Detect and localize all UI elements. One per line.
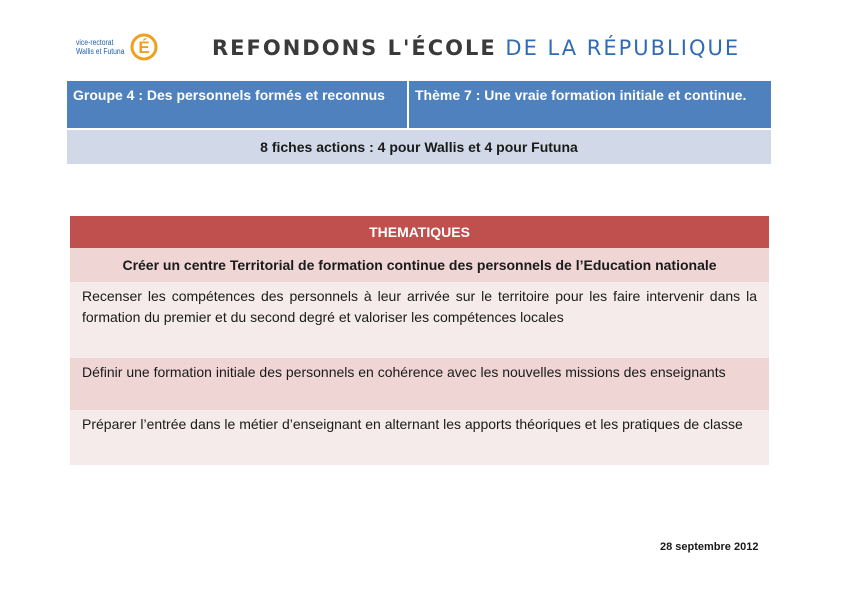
logo-line2: Wallis et Futuna xyxy=(76,47,125,56)
thematique-row: Définir une formation initiale des personnels en cohérence avec les nouvelles missions des enseignants xyxy=(70,358,769,410)
thematique-row: Créer un centre Territorial de formation continue des personnels de l’Education nationale xyxy=(70,248,769,282)
theme-cell: Thème 7 : Une vraie formation initiale et continue. xyxy=(409,81,771,128)
thematiques-table xyxy=(70,216,769,465)
banner-part1: REFONDONS L'ÉCOLE xyxy=(212,36,497,60)
document-date: 28 septembre 2012 xyxy=(660,541,759,553)
page-banner xyxy=(212,36,740,60)
groupe-cell: Groupe 4 : Des personnels formés et reconnus xyxy=(67,81,409,128)
vice-rectorat-logo xyxy=(76,26,160,70)
logo-letter: É xyxy=(138,38,150,57)
logo-line1: vice-rectorat xyxy=(76,38,114,47)
fiches-actions-bar: 8 fiches actions : 4 pour Wallis et 4 pour Futuna xyxy=(67,130,771,164)
logo-e-icon xyxy=(130,28,158,62)
thematique-row: Recenser les compétences des personnels à leur arrivée sur le territoire pour les faire intervenir dans la formation du premier et du second degré et valoriser les compétences locales xyxy=(70,282,769,358)
groupe-theme-header xyxy=(67,81,771,128)
thematiques-header: THEMATIQUES xyxy=(70,216,769,248)
thematique-row: Préparer l’entrée dans le métier d’enseignant en alternant les apports théoriques et les pratiques de classe xyxy=(70,410,769,465)
logo-text xyxy=(76,38,125,56)
banner-part2: DE LA RÉPUBLIQUE xyxy=(505,36,741,60)
